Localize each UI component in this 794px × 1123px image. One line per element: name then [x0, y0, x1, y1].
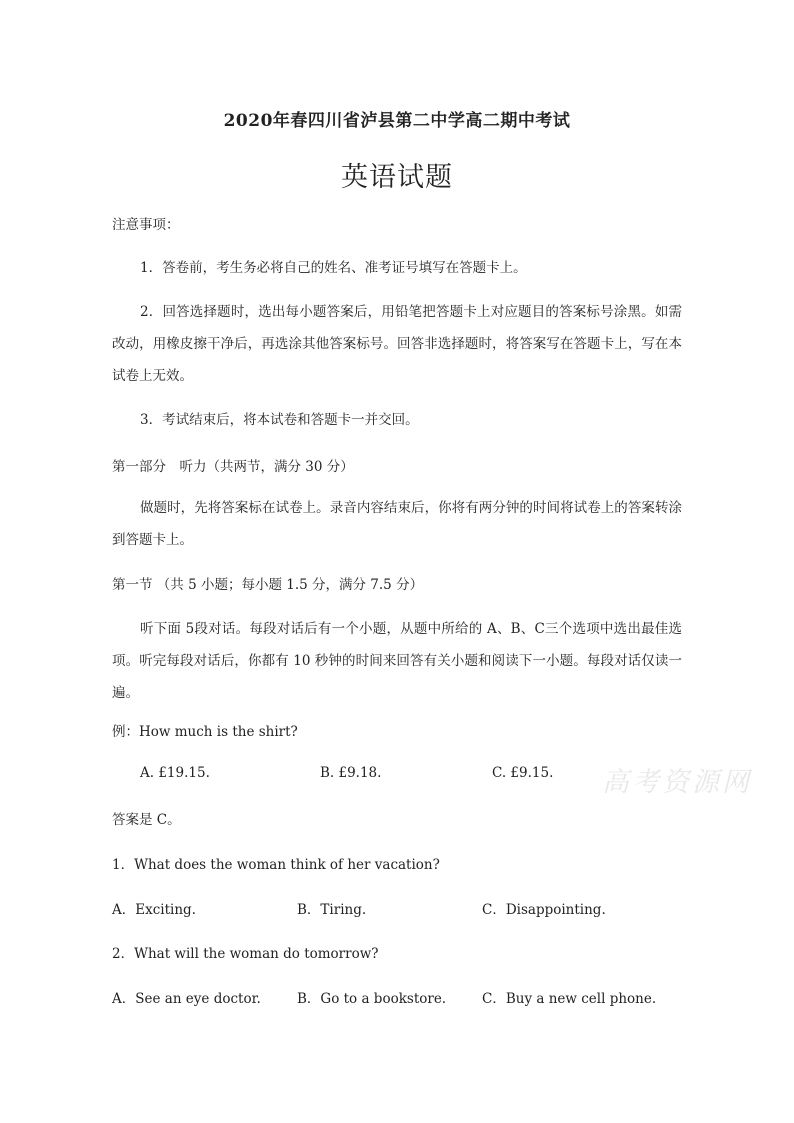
q2-option-c: C．Buy a new cell phone.: [482, 991, 657, 1007]
section1-instruction: 听下面 5段对话。每段对话后有一个小题，从题中所给的 A、B、C三个选项中选出最佳选项。听完每段对话后，你都有 10 秒钟的时间来回答有关小题和阅读下一小题。每段对话仅读一遍。: [112, 621, 682, 701]
q2-option-a: A．See an eye doctor.: [112, 991, 261, 1007]
question-1: 1．What does the woman think of her vacation?: [112, 857, 440, 873]
notes-heading: 注意事项：: [112, 217, 180, 233]
question-2: 2．What will the woman do tomorrow?: [112, 946, 379, 962]
q1-option-b: B．Tiring.: [297, 902, 367, 918]
example-option-c: C. £9.15.: [492, 765, 554, 781]
part1-heading: 第一部分 听力（共两节，满分 30 分）: [112, 459, 354, 475]
note-item-2: 2．回答选择题时，选出每小题答案后，用铅笔把答题卡上对应题目的答案标号涂黑。如需改动，用橡皮擦干净后，再选涂其他答案标号。回答非选择题时，将答案写在答题卡上，写在本试卷上无效。: [112, 304, 682, 384]
section1-heading: 第一节 （共 5 小题；每小题 1.5 分，满分 7.5 分）: [112, 577, 424, 593]
note-item-1: 1．答卷前，考生务必将自己的姓名、准考证号填写在答题卡上。: [140, 260, 527, 276]
q1-option-c: C．Disappointing.: [482, 902, 606, 918]
example-option-b: B. £9.18.: [320, 765, 382, 781]
q2-option-b: B．Go to a bookstore.: [297, 991, 447, 1007]
example-option-a: A. £19.15.: [140, 765, 210, 781]
exam-subtitle: 英语试题: [341, 162, 453, 193]
exam-title: 2020年春四川省泸县第二中学高二期中考试: [223, 111, 571, 131]
watermark: 高考资源网: [602, 767, 752, 798]
example-answer: 答案是 C。: [112, 812, 181, 828]
q1-option-a: A．Exciting.: [112, 902, 196, 918]
part1-instruction: 做题时，先将答案标在试卷上。录音内容结束后，你将有两分钟的时间将试卷上的答案转涂到答题卡上。: [112, 500, 682, 548]
note-item-3: 3．考试结束后，将本试卷和答题卡一并交回。: [140, 412, 419, 428]
example-question: 例：How much is the shirt?: [112, 724, 298, 740]
